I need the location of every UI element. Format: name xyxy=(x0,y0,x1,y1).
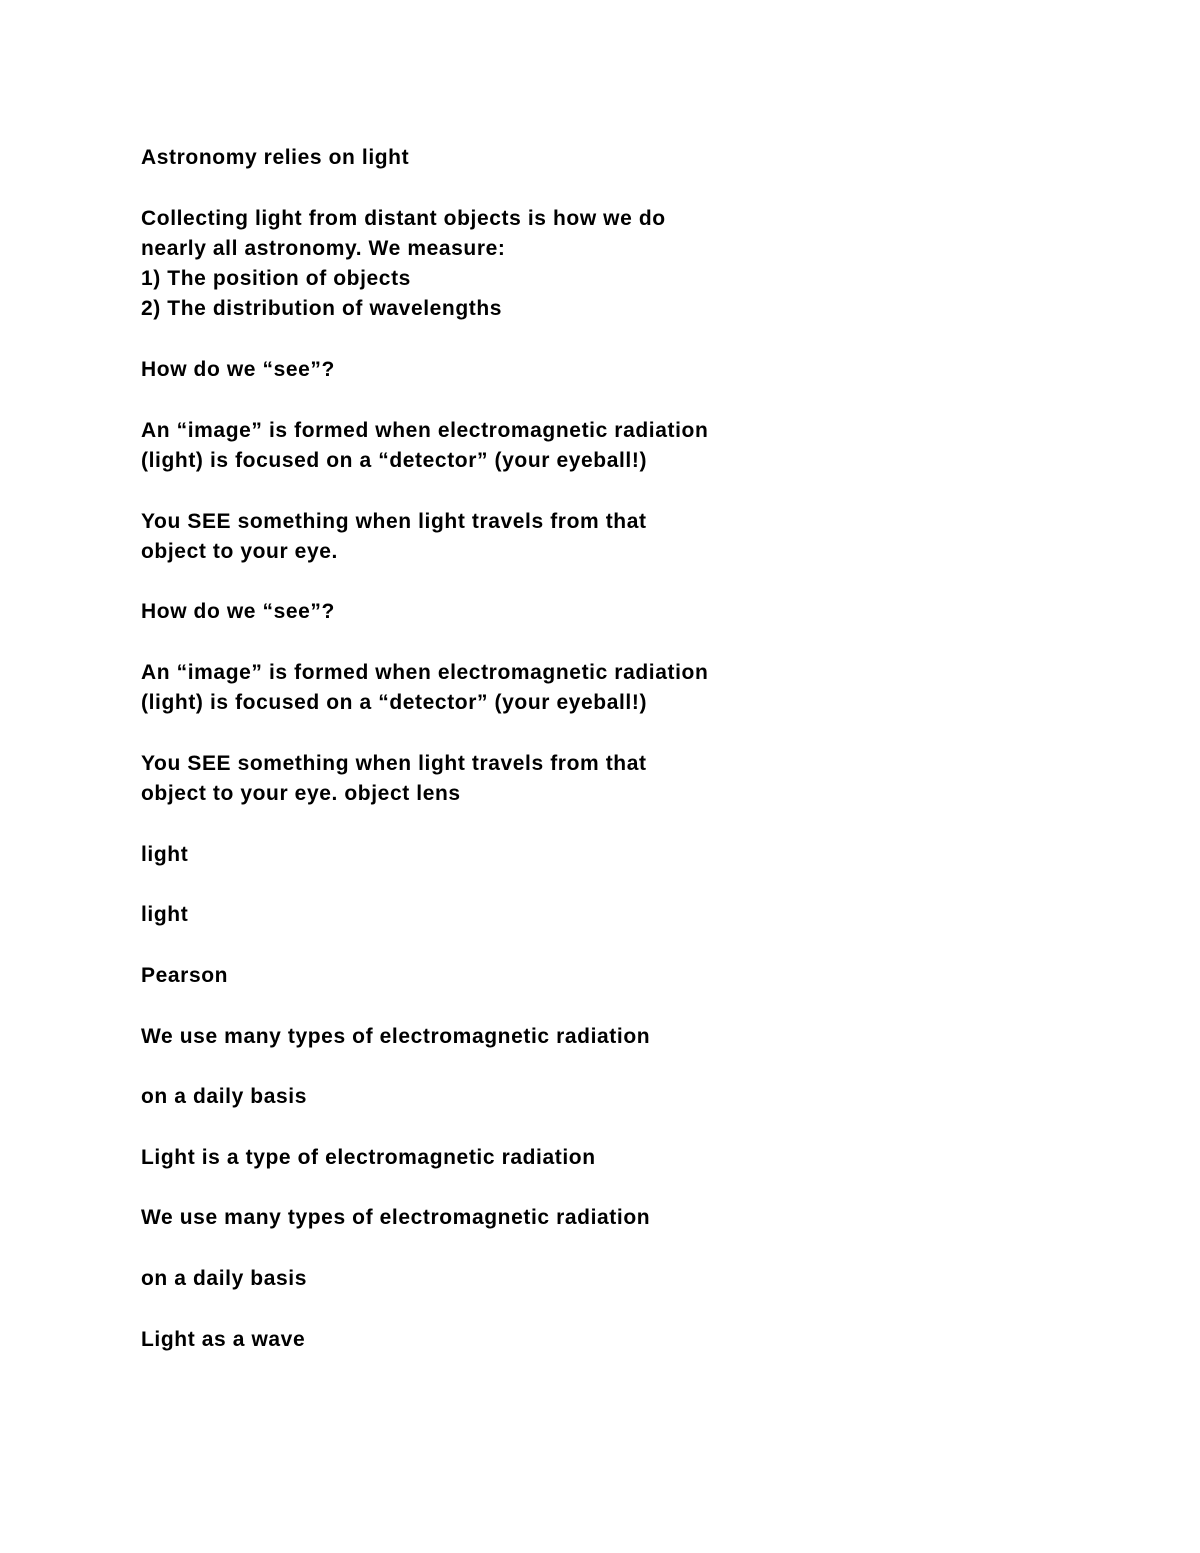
text-line: You SEE something when light travels from that xyxy=(141,751,647,775)
text-line: How do we “see”? xyxy=(141,600,335,624)
paragraph xyxy=(141,507,1101,568)
text-line: on a daily basis xyxy=(141,1266,307,1290)
text-line: We use many types of electromagnetic radiation xyxy=(141,1024,651,1048)
paragraph xyxy=(141,961,1101,991)
text-line: 1) The position of objects xyxy=(141,267,411,291)
document-body xyxy=(141,143,1101,1385)
text-line: nearly all astronomy. We measure: xyxy=(141,236,506,260)
paragraph xyxy=(141,900,1101,930)
text-line: on a daily basis xyxy=(141,1085,307,1109)
text-line: We use many types of electromagnetic radiation xyxy=(141,1206,651,1230)
text-line: light xyxy=(141,842,189,866)
paragraph xyxy=(141,1143,1101,1173)
text-line: You SEE something when light travels from that xyxy=(141,509,647,533)
text-line: (light) is focused on a “detector” (your eyeball!) xyxy=(141,448,648,472)
paragraph xyxy=(141,658,1101,719)
paragraph xyxy=(141,355,1101,385)
paragraph xyxy=(141,597,1101,627)
text-line: An “image” is formed when electromagnetic radiation xyxy=(141,661,709,685)
text-line: Collecting light from distant objects is how we do xyxy=(141,206,666,230)
text-line: object to your eye. object lens xyxy=(141,782,461,806)
text-line: Light as a wave xyxy=(141,1327,306,1351)
text-line: How do we “see”? xyxy=(141,358,335,382)
text-line: 2) The distribution of wavelengths xyxy=(141,297,503,321)
text-line: Astronomy relies on light xyxy=(141,146,410,169)
text-line: (light) is focused on a “detector” (your eyeball!) xyxy=(141,691,648,715)
text-line: An “image” is formed when electromagnetic radiation xyxy=(141,418,709,442)
text-line: Light is a type of electromagnetic radiation xyxy=(141,1145,596,1169)
text-line: light xyxy=(141,903,189,927)
paragraph xyxy=(141,1264,1101,1294)
paragraph xyxy=(141,1082,1101,1112)
text-line: Pearson xyxy=(141,964,229,988)
paragraph xyxy=(141,204,1101,325)
paragraph xyxy=(141,749,1101,810)
paragraph xyxy=(141,143,1101,173)
paragraph xyxy=(141,1022,1101,1052)
paragraph xyxy=(141,416,1101,477)
paragraph xyxy=(141,840,1101,870)
paragraph xyxy=(141,1325,1101,1355)
paragraph xyxy=(141,1203,1101,1233)
text-line: object to your eye. xyxy=(141,539,338,563)
